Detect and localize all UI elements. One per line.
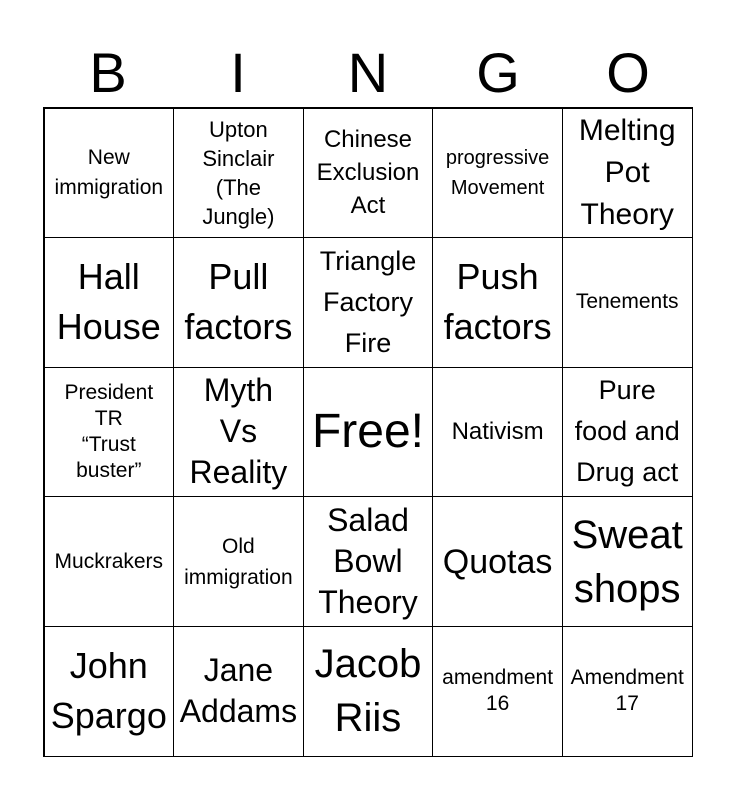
bingo-cell[interactable] [562,367,693,498]
bingo-cell[interactable] [44,108,175,239]
cell-text: Hall House [56,256,161,348]
bingo-cell[interactable] [173,496,304,627]
cell-text: Amendment 17 [570,666,684,716]
bingo-cell[interactable] [173,237,304,368]
cell-text: Nativism [451,418,544,446]
cell-text: Myth Vs Reality [189,372,288,491]
cell-text: Muckrakers [54,549,164,573]
bingo-cell[interactable] [303,108,434,239]
cell-text: Pure food and Drug act [574,375,680,488]
bingo-cell[interactable] [562,108,693,239]
bingo-board [43,107,693,757]
cell-text: Old immigration [184,534,293,589]
header-letter-g: G [476,41,520,104]
cell-text: Melting Pot Theory [578,113,676,231]
bingo-cell[interactable] [562,626,693,757]
cell-text: Jane Addams [179,652,298,730]
bingo-cell[interactable] [432,237,563,368]
bingo-cell[interactable] [303,496,434,627]
cell-text: Free! [311,404,424,458]
bingo-header [43,42,693,104]
header-letter-i: I [230,41,246,104]
bingo-cell[interactable] [303,626,434,757]
cell-text: President TR “Trust buster” [64,380,154,482]
bingo-cell[interactable] [173,108,304,239]
bingo-cell[interactable] [44,367,175,498]
cell-text: New immigration [54,145,164,199]
bingo-cell[interactable] [432,108,563,239]
bingo-cell[interactable] [303,237,434,368]
bingo-cell[interactable] [173,626,304,757]
cell-text: amendment 16 [442,666,554,716]
bingo-cell[interactable] [44,237,175,368]
cell-text: Quotas [442,542,553,581]
cell-text: Pull factors [184,256,293,348]
cell-text: Upton Sinclair (The Jungle) [202,116,275,229]
free-space-cell[interactable] [303,367,434,498]
bingo-cell[interactable] [432,496,563,627]
header-letter-n: N [347,41,389,104]
cell-text: Jacob Riis [314,642,422,741]
cell-text: progressive Movement [445,146,550,199]
bingo-cell[interactable] [562,496,693,627]
bingo-cell[interactable] [562,237,693,368]
cell-text: Sweat shops [571,512,683,611]
cell-text: Triangle Factory Fire [319,245,417,358]
header-letter-b: B [89,41,127,104]
bingo-cell[interactable] [432,367,563,498]
cell-text: John Spargo [50,645,167,737]
cell-text: Push factors [443,256,552,348]
cell-text: Chinese Exclusion Act [316,126,420,220]
cell-text: Tenements [575,290,679,314]
cell-text: Salad Bowl Theory [318,502,418,621]
bingo-cell[interactable] [44,496,175,627]
header-letter-o: O [606,41,650,104]
bingo-cell[interactable] [432,626,563,757]
bingo-cell[interactable] [173,367,304,498]
bingo-cell[interactable] [44,626,175,757]
